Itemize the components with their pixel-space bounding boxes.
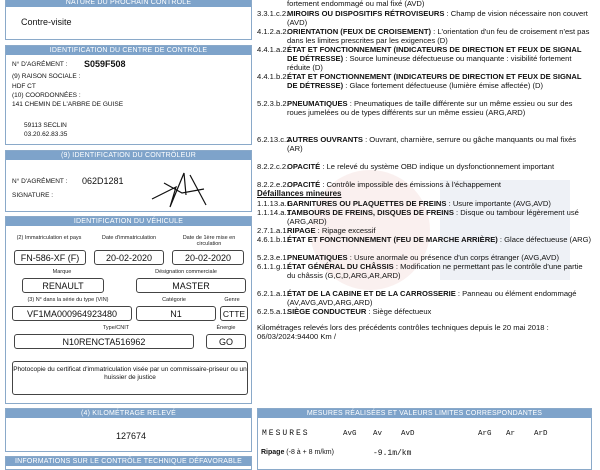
defect-text: MIROIRS OU DISPOSITIFS RÉTROVISEURS : Champ de vision nécessaire non couvert (AVD) [287, 9, 588, 27]
defect-text: OPACITÉ : Le relevé du système OBD indique un dysfonctionnement important [287, 162, 555, 171]
minor-text: GARNITURES OU PLAQUETTES DE FREINS : Usure importante (AVG,AVD) [287, 199, 551, 208]
minor-text: PNEUMATIQUES : Usure anormale ou présence d'un corps étranger (AVG,AVD) [287, 253, 559, 262]
measures-col-header: AvD [401, 430, 415, 438]
defect-text: AUTRES OUVRANTS : Ouvrant, charnière, serrure ou gâche manquants ou mal fixés (AR) [287, 135, 577, 153]
cap-genre: Genre [224, 297, 240, 303]
defect-code: 8.2.2.c.2. [257, 162, 289, 171]
center-phone: 03.20.62.83.35 [24, 131, 68, 138]
defect-text: ÉTAT ET FONCTIONNEMENT (INDICATEURS DE DIRECTION ET FEUX DE SIGNAL DE DÉTRESSE) : Glace fortement défectueuse (lumière émise affectée) (D) [287, 72, 582, 90]
measures-col-header: ArG [478, 430, 492, 438]
cap-plate: (2) Immatriculation et pays [16, 235, 82, 241]
mileage-header: (4) KILOMÉTRAGE RELEVÉ [6, 409, 251, 418]
controller-agreement-label: N° D'AGRÉMENT : [12, 178, 68, 185]
minor-code: 6.2.1.a.1. [257, 289, 289, 298]
minor-code: 6.2.5.a.1. [257, 307, 289, 316]
ripage-value: -9.1m/km [373, 449, 412, 458]
measures-box [257, 408, 592, 470]
minor-header: Défaillances mineures [257, 189, 342, 198]
vehicle-header: IDENTIFICATION DU VÉHICULE [6, 217, 251, 226]
signature-label: SIGNATURE : [12, 192, 54, 199]
cap-category: Catégorie [162, 297, 186, 303]
center-address: 141 CHEMIN DE L'ARBRE DE GUISE [12, 101, 124, 108]
unfavorable-box [5, 456, 252, 470]
minor-code: 1.1.14.a.1. [257, 208, 293, 217]
type-cnit-field: N10RENCTA516962 [14, 334, 194, 349]
right-column: fortement endommagé ou mal fixé (AVD) 3.3.1.c.2. MIROIRS OU DISPOSITIFS RÉTROVISEURS : Champ de vision nécessaire non couvert (AVD) 4.1.2.a.2. ORIENTATION (FEUX DE CROISEMENT) : L'orientation d'un feu de croisement n'est pas dans les limites prescrites par les exigences (D) 4.4.1.a.2. ÉTAT ET FONCTIONNEMENT (INDICATEURS DE DIRECTION ET FEUX DE SIGNAL DE DÉTRESSE) : Source lumineuse défectueuse ou manquante : visibilité fortement réduite (D) 4.4.1.b.2. ÉTAT ET FONCTIONNEMENT (INDICATEURS DE DIRECTION ET FEUX DE SIGNAL DE DÉTRESSE) : Glace fortement défectueuse (lumière émise affectée) (D) 5.2.3.b.2. PNEUMATIQUES : Pneumatiques de taille différente sur un même essieu ou sur des roues jumelées ou de types différents sur un même essieu (ARG,ARD) 6.2.13.c.2. AUTRES OUVRANTS : Ouvrant, charnière, serrure ou gâche manquants ou mal fixés (AR) 8.2.2.c.2. OPACITÉ : Le relevé du système OBD indique un dysfonctionnement important 8.2.2.e.2. OPACITÉ : Contrôle impossible des émissions à l'échappement Défaillances mineures 1.1.13.a.1. GARNITURES OU PLAQUETTES DE FREINS : Usure importante (AVG,AVD) 1.1.14.a.1. TAMBOURS DE FREINS, DISQUES DE FREINS : Disque ou tambour légèrement usé (ARG,ARD) 2.7.1.a.1. RIPAGE : Ripage excessif 4.6.1.b.1. ÉTAT ET FONCTIONNEMENT (FEU DE MARCHE ARRIÈRE) : Glace défectueuse (ARG) 5.2.3.e.1. PNEUMATIQUES : Usure anormale ou présence d'un corps étranger (AVG,AVD) 6.1.1.g.1. ÉTAT GÉNÉRAL DU CHÂSSIS : Modification ne permettant pas le contrôle d'une partie du châssis (G,C,D,ARG,AR,ARD) 6.2.1.a.1. ÉTAT DE LA CABINE ET DE LA CARROSSERIE : Panneau ou élément endommagé (AV,AVG,AVD,ARG,ARD) 6.2.5.a.1. SIÈGE CONDUCTEUR : Siège défectueux Kilométrages relevés lors des précédents contrôles techniques depuis le 20 mai 2018 : 06/03/2024:94400 Km / [257, 0, 592, 341]
vehicle-box [5, 216, 252, 404]
raison-label: (9) RAISON SOCIALE : [12, 73, 81, 80]
controller-box [5, 150, 252, 212]
controller-agreement-value: 062D1281 [82, 176, 124, 186]
center-box [5, 45, 252, 145]
defect-text: ÉTAT ET FONCTIONNEMENT (INDICATEURS DE DIRECTION ET FEUX DE SIGNAL DE DÉTRESSE) : Source lumineuse défectueuse ou manquante : visibilité fortement réduite (D) [287, 45, 582, 72]
km-note: Kilométrages relevés lors des précédents contrôles techniques depuis le 20 mai 2018 : 06/03/2024:94400 Km / [257, 323, 549, 341]
center-agreement-value: S059F508 [84, 59, 126, 69]
minor-code: 2.7.1.a.1. [257, 226, 289, 235]
cap-energy: Énergie [216, 325, 236, 331]
unfavorable-header: INFORMATIONS SUR LE CONTRÔLE TECHNIQUE DÉFAVORABLE [6, 457, 251, 466]
first-date-field: 20-02-2020 [172, 250, 244, 265]
vin-field: VF1MA000964923480 [12, 306, 132, 321]
energy-field: GO [206, 334, 246, 349]
date-immat-field: 20-02-2020 [94, 250, 164, 265]
minor-text: ÉTAT DE LA CABINE ET DE LA CARROSSERIE : Panneau ou élément endommagé (AV,AVG,AVD,ARG,ARD) [287, 289, 577, 307]
genre-field: CTTE [220, 306, 248, 321]
brand-field: RENAULT [22, 278, 104, 293]
left-column [5, 0, 252, 470]
cap-vin: (3) N° dans la série du type (VIN) [27, 297, 109, 303]
center-agreement-label: N° D'AGRÉMENT : [12, 61, 68, 68]
defect-code: 5.2.3.b.2. [257, 99, 289, 108]
cap-type: Type/CNIT [102, 325, 130, 331]
minor-code: 1.1.13.a.1. [257, 199, 293, 208]
minor-text: SIÈGE CONDUCTEUR : Siège défectueux [287, 307, 432, 316]
mileage-box [5, 408, 252, 452]
minor-code: 4.6.1.b.1. [257, 235, 289, 244]
cap-first-date: Date de 1ère mise en circulation [182, 235, 236, 247]
signature-image [146, 165, 216, 211]
cap-model: Désignation commerciale [155, 269, 217, 275]
center-city: 59113 SECLIN [24, 122, 67, 129]
measures-title: MESURES [262, 429, 310, 438]
defect-code: 6.2.13.c.2. [257, 135, 293, 144]
measures-col-header: ArD [534, 430, 548, 438]
center-header: IDENTIFICATION DU CENTRE DE CONTRÔLE [6, 46, 251, 55]
measures-header: MESURES RÉALISÉES ET VALEURS LIMITES CORRESPONDANTES [258, 409, 591, 418]
mileage-value: 127674 [116, 431, 147, 441]
defect-code: 8.2.2.e.2. [257, 180, 289, 189]
minor-code: 6.1.1.g.1. [257, 262, 289, 271]
next-visit-box [5, 0, 252, 40]
defect-text: PNEUMATIQUES : Pneumatiques de taille différente sur un même essieu ou sur des roues jumelées ou de types différents sur un même essieu (ARG,ARD) [287, 99, 573, 117]
model-field: MASTER [136, 278, 246, 293]
raison-value: HDF CT [12, 83, 36, 90]
minor-text: RIPAGE : Ripage excessif [287, 226, 376, 235]
cap-date-immat: Date d'immatriculation [101, 235, 157, 241]
plate-field: FN-586-XF (F) [14, 250, 86, 265]
controller-header: (9) IDENTIFICATION DU CONTRÔLEUR [6, 151, 251, 160]
minor-text: ÉTAT GÉNÉRAL DU CHÂSSIS : Modification ne permettant pas le contrôle d'une partie du châssis (G,C,D,ARG,AR,ARD) [287, 262, 583, 280]
next-visit-value: Contre-visite [21, 17, 72, 27]
defect-text: OPACITÉ : Contrôle impossible des émissions à l'échappement [287, 180, 502, 189]
ripage-label: Ripage (-8 à + 8 m/km) [261, 449, 334, 456]
minor-code: 5.2.3.e.1. [257, 253, 289, 262]
defect-code: 3.3.1.c.2. [257, 9, 289, 18]
defect-code: 4.4.1.a.2. [257, 45, 289, 54]
defect-code: 4.4.1.b.2. [257, 72, 289, 81]
minor-text: TAMBOURS DE FREINS, DISQUES DE FREINS : Disque ou tambour légèrement usé (ARG,ARD) [287, 208, 579, 226]
measures-col-header: Ar [506, 430, 516, 438]
next-visit-header: NATURE DU PROCHAIN CONTRÔLE [6, 0, 251, 7]
cap-brand: Marque [52, 269, 72, 275]
defect-code: 4.1.2.a.2. [257, 27, 289, 36]
photocopy-note: Photocopie du certificat d'immatriculation visée par un commissaire-priseur ou un huissier de justice [12, 361, 248, 395]
measures-col-header: AvG [343, 430, 357, 438]
coord-label: (10) COORDONNÉES : [12, 92, 81, 99]
measures-col-header: Av [373, 430, 383, 438]
defect-text: ORIENTATION (FEUX DE CROISEMENT) : L'orientation d'un feu de croisement n'est pas dans les limites prescrites par les exigences (D) [287, 27, 590, 45]
minor-text: ÉTAT ET FONCTIONNEMENT (FEU DE MARCHE ARRIÈRE) : Glace défectueuse (ARG) [287, 235, 592, 244]
category-field: N1 [136, 306, 216, 321]
